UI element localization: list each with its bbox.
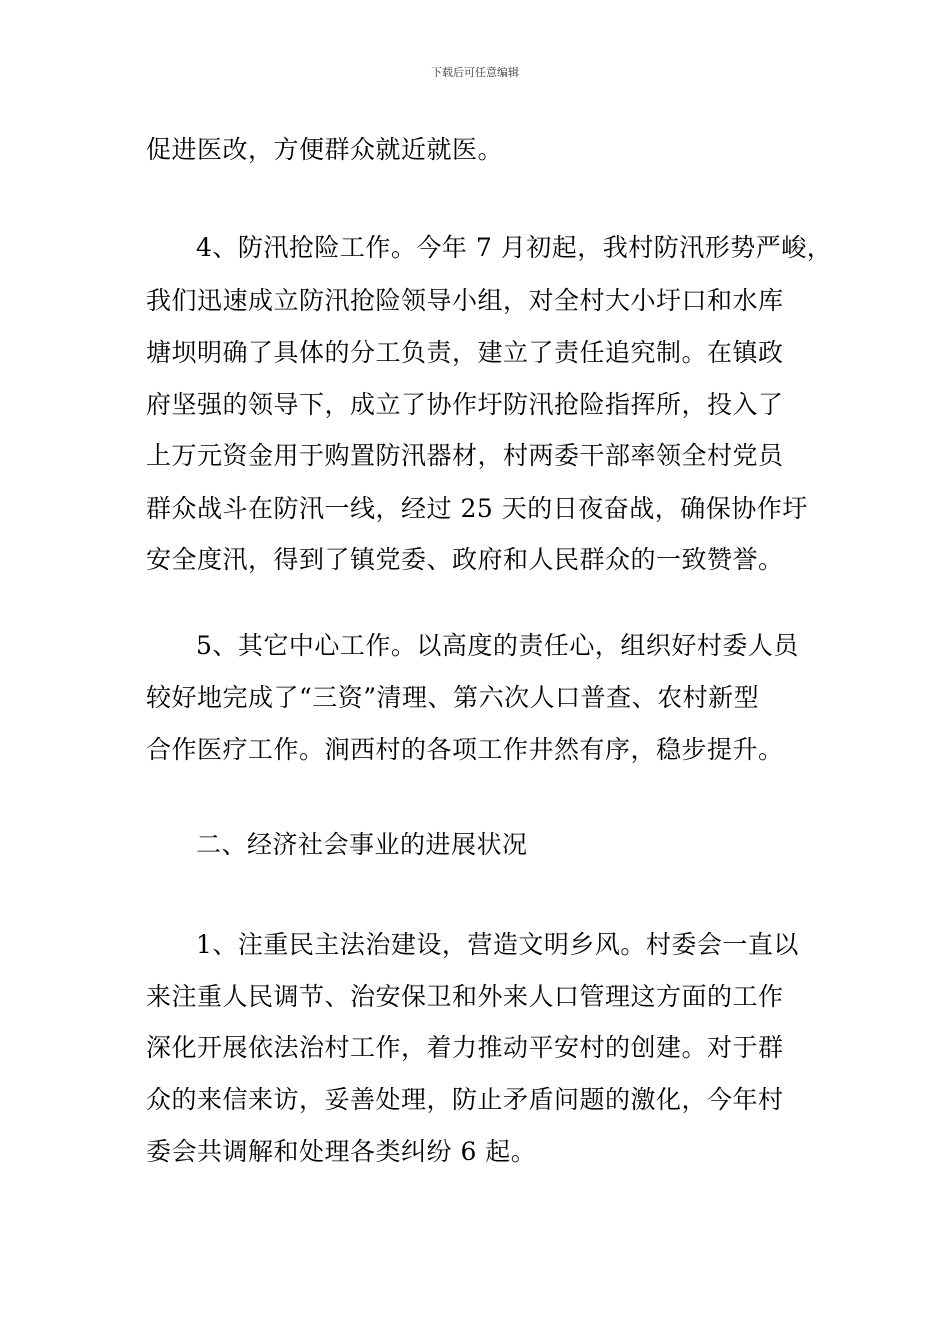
text-line: 4、防汛抢险工作。今年 7 月初起，我村防汛形势严峻， [196,233,833,262]
text-line: 合作医疗工作。涧西村的各项工作井然有序，稳步提升。 [146,735,784,764]
text-line: 5、其它中心工作。以高度的责任心，组织好村委人员 [196,631,799,660]
text-line: 群众战斗在防汛一线，经过 25 天的日夜奋战，确保协作圩 [146,494,808,523]
text-line: 来注重人民调节、治安保卫和外来人口管理这方面的工作 [146,982,784,1011]
text-line: 委会共调解和处理各类纠纷 6 起。 [146,1137,537,1166]
text-line: 府坚强的领导下，成立了协作圩防汛抢险指挥所，投入了 [146,390,784,419]
text-line: 安全度汛，得到了镇党委、政府和人民群众的一致赞誉。 [146,545,784,574]
text-line: 深化开展依法治村工作，着力推动平安村的创建。对于群 [146,1033,784,1062]
text-line: 我们迅速成立防汛抢险领导小组，对全村大小圩口和水库 [146,286,784,315]
text-line: 促进医改，方便群众就近就医。 [146,135,504,164]
text-line: 较好地完成了“三资”清理、第六次人口普查、农村新型 [146,683,760,712]
text-line: 众的来信来访，妥善处理，防止矛盾问题的激化，今年村 [146,1085,784,1114]
page-header-note: 下载后可任意编辑 [431,66,519,79]
text-line: 上万元资金用于购置防汛器材，村两委干部率领全村党员 [146,441,784,470]
section-heading: 二、经济社会事业的进展状况 [196,830,528,859]
text-line: 塘坝明确了具体的分工负责，建立了责任追究制。在镇政 [146,338,784,367]
text-line: 1、注重民主法治建设，营造文明乡风。村委会一直以 [196,930,799,959]
